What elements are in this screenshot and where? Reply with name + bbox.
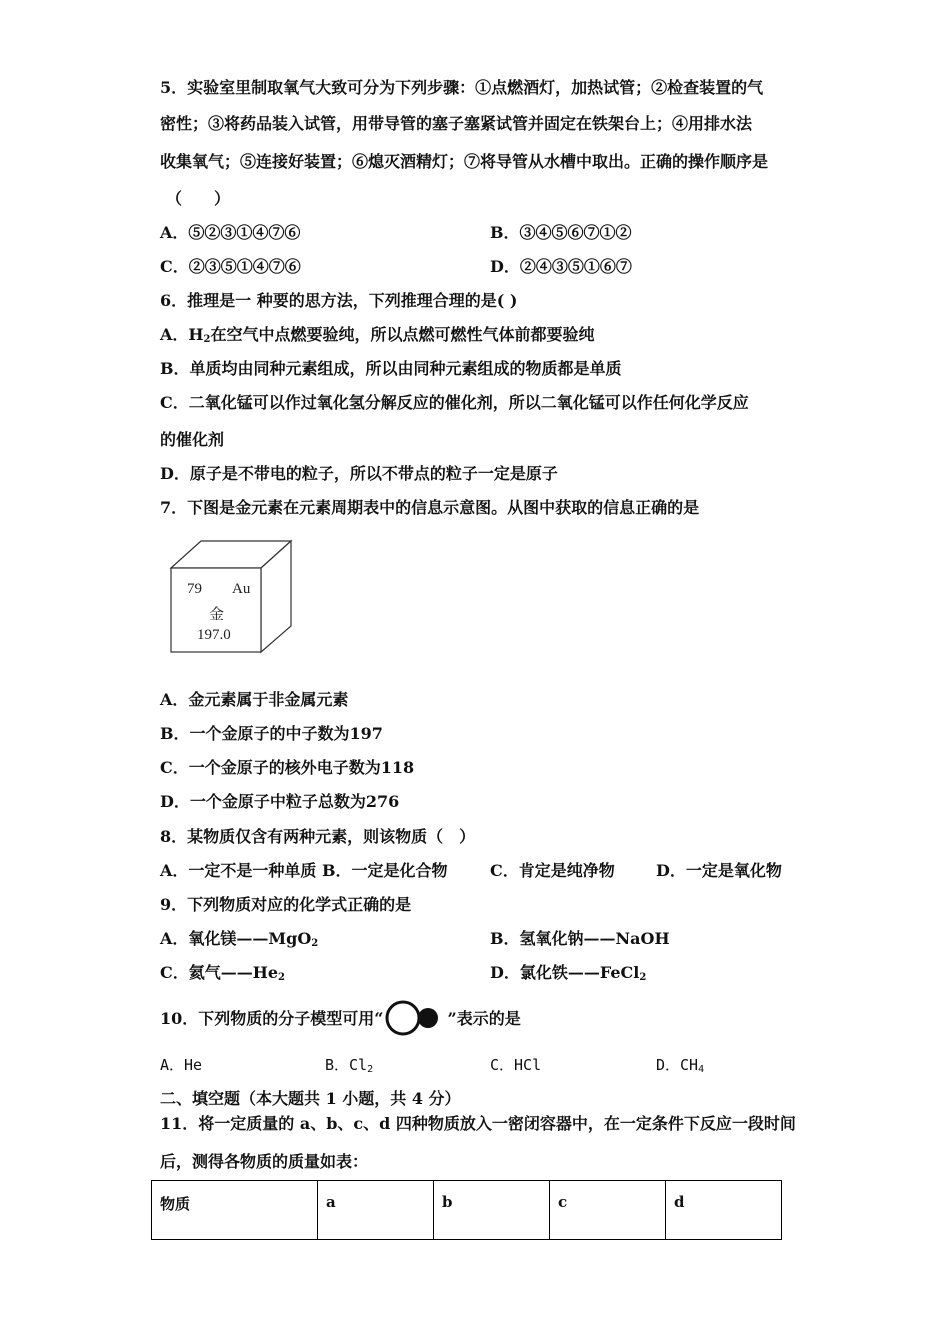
q10-stem: 10．下列物质的分子模型可用“ ”表示的是 [160,1009,521,1030]
q5-option-c: C．②③⑤①④⑦⑥ [160,257,301,276]
q7-stem: 7．下图是金元素在元素周期表中的信息示意图。从图中获取的信息正确的是 [160,498,700,517]
q9-option-c: C．氦气$——He_2$ [160,963,286,983]
q6-stem: 6．推理是一 种要的思方法，下列推理合理的是( ) [160,291,518,310]
q5-option-a: A．⑤②③①④⑦⑥ [160,223,301,242]
element-card-gold [168,538,296,656]
molecule-model-icon [383,998,447,1038]
q6-option-b: B．单质均由同种元素组成，所以由同种元素组成的物质都是单质 [160,359,622,378]
table-header-cell: a [318,1181,434,1240]
q6-option-c-line1: C．二氧化锰可以作过氧化氢分解反应的催化剂，所以二氧化锰可以作任何化学反应 [160,393,749,412]
q7-option-b: B．一个金原子的中子数为197 [160,724,383,743]
q8-stem: 8．某物质仅含有两种元素，则该物质（ ） [160,827,476,846]
q9-option-d: D．氯化铁——FeCl$_2$ [490,963,647,983]
q5-answer-paren: （ ） [166,189,231,208]
table-header-cell: 物质 [152,1181,318,1240]
q7-option-c: C．一个金原子的核外电子数为118 [160,758,415,777]
q5-stem-line3: 收集氧气；⑤连接好装置；⑥熄灭酒精灯；⑦将导管从水槽中取出。正确的操作顺序是 [160,152,769,171]
table-header-cell: c [550,1181,666,1240]
element-name: 金 [209,607,225,623]
table-header-cell: b [434,1181,550,1240]
q11-stem-line1: 11．将一定质量的 a、b、c、d 四种物质放入一密闭容器中，在一定条件下反应一段时间 [160,1114,796,1133]
q10-option-a: A．He [160,1056,203,1074]
q6-option-c-line2: 的催化剂 [160,430,225,449]
q5-option-d: D．②④③⑤①⑥⑦ [490,257,632,276]
table-row [152,1181,782,1240]
q9-option-a: A．氧化镁——MgO$_2$ [160,929,319,949]
q8-option-d: D．一定是氧化物 [656,861,782,880]
q9-option-b: B．氢氧化钠——NaOH [490,929,670,948]
element-symbol: Au [232,581,251,597]
q6-option-d: D．原子是不带电的粒子，所以不带点的粒子一定是原子 [160,464,558,483]
q7-option-d: D．一个金原子中粒子总数为276 [160,792,400,811]
q8-option-ab: A．一定不是一种单质 B．一定是化合物 [160,861,448,880]
q8-option-c: C．肯定是纯净物 [490,861,615,880]
q9-stem: 9．下列物质对应的化学式正确的是 [160,895,412,914]
section-title: 二、填空题（本大题共 1 小题，共 4 分） [160,1089,461,1108]
q10-option-b: B．$Cl_2$ [325,1056,374,1075]
q10-option-c: C．HCl [490,1056,542,1074]
q11-stem-line2: 后，测得各物质的质量如表： [160,1152,369,1171]
atomic-mass: 197.0 [197,627,231,643]
q5-stem-line1: 5．实验室里制取氧气大致可分为下列步骤：①点燃酒灯，加热试管；②检查装置的气 [160,78,764,97]
q7-option-a: A．金元素属于非金属元素 [160,690,349,709]
q5-stem-line2: 密性；③将药品装入试管，用带导管的塞子塞紧试管并固定在铁架台上；④用排水法 [160,114,753,133]
atomic-number: 79 [187,581,202,597]
mass-table [151,1180,782,1240]
table-header-cell: d [666,1181,782,1240]
q6-option-a: A．$H_2$在空气中点燃要验纯，所以点燃可燃性气体前都要验纯 [160,325,595,345]
q5-option-b: B．③④⑤⑥⑦①② [490,223,632,242]
q10-option-d: D．$CH_4$ [656,1056,705,1075]
